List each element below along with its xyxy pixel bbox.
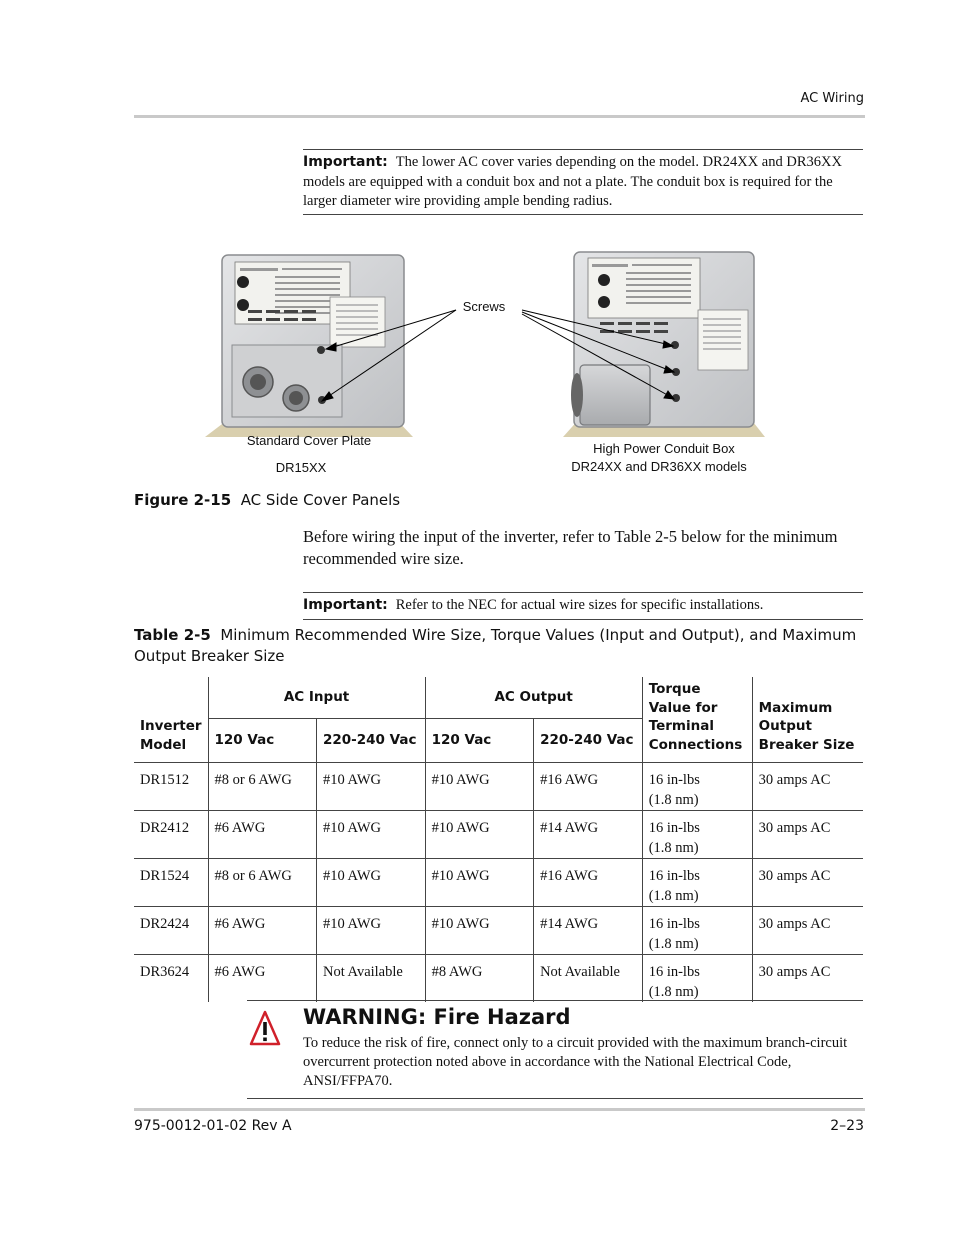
cell-torque <box>642 859 752 907</box>
cell-input-220: #10 AWG <box>316 763 425 811</box>
header-output-220vac: 220-240 Vac <box>534 718 643 762</box>
left-breaker-2 <box>237 299 249 311</box>
important-label: Important: <box>303 597 388 613</box>
high-power-conduit-box <box>580 365 650 425</box>
header-output-120vac: 120 Vac <box>425 718 533 762</box>
table-row <box>134 811 863 859</box>
header-ac-input: AC Input <box>208 677 425 718</box>
torque-in-lbs: 16 in-lbs <box>648 916 700 932</box>
cell-model: DR3624 <box>140 964 190 980</box>
table-row <box>134 955 863 1003</box>
cell-output-120: #10 AWG <box>425 763 533 811</box>
torque-nm: (1.8 nm) <box>648 887 699 904</box>
left-breaker-1 <box>237 276 249 288</box>
page-number: 2–23 <box>830 1118 864 1134</box>
cell-input-120: #6 AWG <box>208 955 316 1003</box>
cell-output-220: #16 AWG <box>534 763 643 811</box>
cell-output-120: #10 AWG <box>425 907 533 955</box>
cell-model: DR1524 <box>134 859 208 907</box>
important-text: Refer to the NEC for actual wire sizes for specific installations. <box>395 597 764 613</box>
torque-nm: (1.8 nm) <box>648 839 699 856</box>
cell-input-120: #8 or 6 AWG <box>208 859 316 907</box>
standard-cover-label: Standard Cover Plate <box>246 433 372 448</box>
table-number: Table 2-5 <box>134 626 211 644</box>
cell-breaker: 30 amps AC <box>752 955 863 1003</box>
figure-number: Figure 2-15 <box>134 491 232 509</box>
header-ac-output: AC Output <box>425 677 642 718</box>
header-max-breaker: Maximum Output Breaker Size <box>752 677 863 763</box>
footer-rule <box>134 1108 865 1111</box>
torque-nm: (1.8 nm) <box>648 791 699 808</box>
running-header: AC Wiring <box>800 91 864 106</box>
important-note-cover <box>303 149 863 215</box>
cell-model: DR2424 <box>134 907 208 955</box>
table-row <box>134 907 863 955</box>
cell-input-120: #6 AWG <box>208 811 316 859</box>
cell-input-220: #10 AWG <box>316 859 425 907</box>
dr24xx-dr36xx-label: DR24XX and DR36XX models <box>571 459 747 474</box>
conduit-cable <box>571 373 583 417</box>
cell-model: DR1512 <box>134 763 208 811</box>
torque-nm: (1.8 nm) <box>648 935 699 952</box>
ac-side-cover-figure <box>200 240 780 485</box>
warning-title: WARNING: Fire Hazard <box>303 1005 571 1029</box>
warning-triangle-icon <box>249 1010 281 1046</box>
cell-breaker: 30 amps AC <box>752 859 863 907</box>
cell-torque <box>642 955 752 1003</box>
left-screw-1 <box>317 346 325 354</box>
cell-output-120: #10 AWG <box>425 859 533 907</box>
cell-torque <box>642 763 752 811</box>
important-label: Important: <box>303 154 388 170</box>
cell-output-220: #16 AWG <box>534 859 643 907</box>
torque-nm: (1.8 nm) <box>648 983 699 1000</box>
torque-in-lbs: 16 in-lbs <box>648 820 700 836</box>
torque-in-lbs: 16 in-lbs <box>648 772 700 788</box>
screws-callout: Screws <box>462 299 506 314</box>
cell-model: DR2412 <box>134 811 208 859</box>
cell-output-120: #10 AWG <box>425 811 533 859</box>
cell-breaker: 30 amps AC <box>752 811 863 859</box>
important-note-nec <box>303 592 863 620</box>
right-breaker-2 <box>598 296 610 308</box>
document-number: 975-0012-01-02 Rev A <box>134 1118 292 1134</box>
cell-output-220: Not Available <box>534 955 643 1003</box>
cell-input-120: #8 or 6 AWG <box>208 763 316 811</box>
important-text: The lower AC cover varies depending on the model. DR24XX and DR36XX models are equipped with a conduit box and not a plate. The conduit box is required for the larger diameter wire providing ample bending radius. <box>303 154 842 209</box>
header-input-120vac: 120 Vac <box>208 718 316 762</box>
dr15xx-label: DR15XX <box>275 460 327 475</box>
table-caption <box>134 625 864 667</box>
torque-in-lbs: 16 in-lbs <box>648 964 700 980</box>
body-paragraph: Before wiring the input of the inverter, refer to Table 2-5 below for the minimum recommended wire size. <box>303 527 838 568</box>
cell-output-120: #8 AWG <box>425 955 533 1003</box>
table-row <box>134 763 863 811</box>
figure-caption <box>134 491 400 509</box>
table-title: Minimum Recommended Wire Size, Torque Values (Input and Output), and Maximum Output Breaker Size <box>134 626 857 665</box>
cell-input-220: #10 AWG <box>316 907 425 955</box>
header-inverter-model: Inverter Model <box>134 677 208 763</box>
header-rule <box>134 115 865 118</box>
cell-breaker: 30 amps AC <box>752 907 863 955</box>
warning-text: To reduce the risk of fire, connect only to a circuit provided with the maximum branch-circuit overcurrent protection noted above in accordance with the National Electrical Code, ANSI/FFPA70. <box>303 1035 848 1089</box>
warning-bottom-rule <box>247 1098 863 1099</box>
cell-torque <box>642 907 752 955</box>
cell-torque <box>642 811 752 859</box>
right-breaker-1 <box>598 274 610 286</box>
figure-title: AC Side Cover Panels <box>240 491 401 509</box>
cell-output-220: #14 AWG <box>534 811 643 859</box>
cell-input-220: Not Available <box>316 955 425 1003</box>
cell-input-120: #6 AWG <box>208 907 316 955</box>
cell-output-220: #14 AWG <box>534 907 643 955</box>
cell-input-220: #10 AWG <box>316 811 425 859</box>
conduit-box-label: High Power Conduit Box <box>593 441 735 456</box>
warning-top-rule <box>247 1000 863 1001</box>
wire-size-table <box>134 677 863 1002</box>
standard-cover-photo <box>205 255 413 437</box>
header-torque-value: Torque Value for Terminal Connections <box>642 677 752 763</box>
header-input-220vac: 220-240 Vac <box>316 718 425 762</box>
table-row <box>134 859 863 907</box>
cell-breaker: 30 amps AC <box>752 763 863 811</box>
torque-in-lbs: 16 in-lbs <box>648 868 700 884</box>
